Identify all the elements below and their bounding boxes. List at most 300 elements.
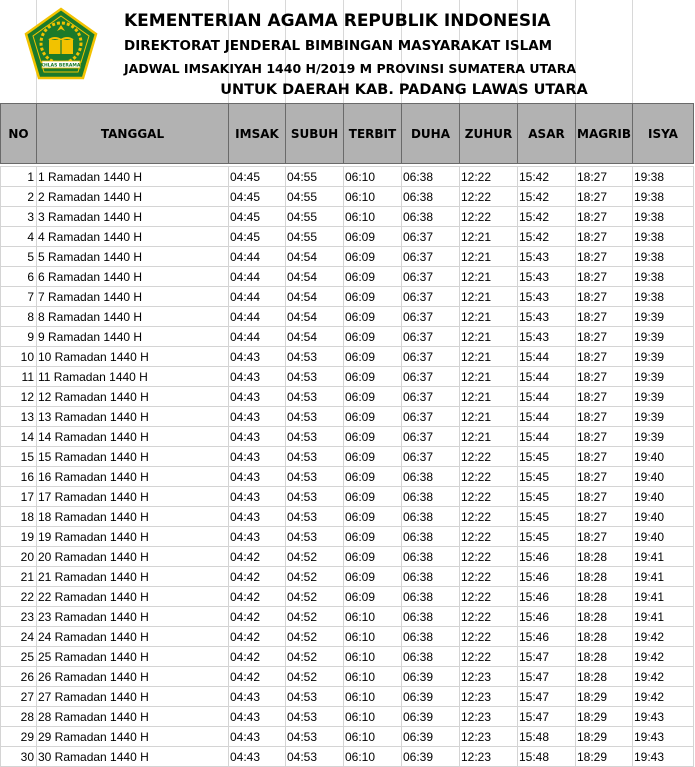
cell-no[interactable]: 13 — [1, 407, 37, 427]
cell-asar[interactable]: 15:44 — [518, 347, 576, 367]
cell-magrib[interactable]: 18:29 — [576, 727, 633, 747]
cell-isya[interactable]: 19:40 — [633, 487, 694, 507]
cell-isya[interactable]: 19:43 — [633, 747, 694, 767]
cell-no[interactable]: 29 — [1, 727, 37, 747]
cell-terbit[interactable]: 06:10 — [344, 627, 402, 647]
cell-subuh[interactable]: 04:52 — [286, 627, 344, 647]
cell-tanggal[interactable]: 27 Ramadan 1440 H — [37, 687, 229, 707]
cell-subuh[interactable]: 04:55 — [286, 227, 344, 247]
cell-no[interactable]: 20 — [1, 547, 37, 567]
cell-tanggal[interactable]: 26 Ramadan 1440 H — [37, 667, 229, 687]
cell-isya[interactable]: 19:41 — [633, 587, 694, 607]
cell-asar[interactable]: 15:48 — [518, 727, 576, 747]
cell-imsak[interactable]: 04:42 — [229, 567, 286, 587]
cell-asar[interactable]: 15:47 — [518, 707, 576, 727]
cell-zuhur[interactable]: 12:22 — [460, 627, 518, 647]
cell-subuh[interactable]: 04:54 — [286, 287, 344, 307]
cell-magrib[interactable]: 18:27 — [576, 207, 633, 227]
cell-tanggal[interactable]: 8 Ramadan 1440 H — [37, 307, 229, 327]
cell-subuh[interactable]: 04:53 — [286, 727, 344, 747]
cell-tanggal[interactable]: 24 Ramadan 1440 H — [37, 627, 229, 647]
cell-asar[interactable]: 15:43 — [518, 247, 576, 267]
cell-imsak[interactable]: 04:43 — [229, 387, 286, 407]
cell-zuhur[interactable]: 12:22 — [460, 487, 518, 507]
cell-asar[interactable]: 15:47 — [518, 667, 576, 687]
cell-no[interactable]: 1 — [1, 167, 37, 187]
cell-imsak[interactable]: 04:43 — [229, 527, 286, 547]
cell-terbit[interactable]: 06:10 — [344, 667, 402, 687]
cell-magrib[interactable]: 18:27 — [576, 447, 633, 467]
cell-subuh[interactable]: 04:52 — [286, 567, 344, 587]
cell-duha[interactable]: 06:37 — [402, 227, 460, 247]
cell-duha[interactable]: 06:39 — [402, 727, 460, 747]
cell-subuh[interactable]: 04:52 — [286, 607, 344, 627]
cell-no[interactable]: 5 — [1, 247, 37, 267]
cell-no[interactable]: 3 — [1, 207, 37, 227]
cell-zuhur[interactable]: 12:22 — [460, 567, 518, 587]
cell-imsak[interactable]: 04:43 — [229, 447, 286, 467]
cell-asar[interactable]: 15:43 — [518, 287, 576, 307]
cell-tanggal[interactable]: 12 Ramadan 1440 H — [37, 387, 229, 407]
cell-subuh[interactable]: 04:55 — [286, 187, 344, 207]
cell-subuh[interactable]: 04:53 — [286, 467, 344, 487]
cell-isya[interactable]: 19:38 — [633, 227, 694, 247]
cell-tanggal[interactable]: 2 Ramadan 1440 H — [37, 187, 229, 207]
cell-magrib[interactable]: 18:27 — [576, 327, 633, 347]
cell-subuh[interactable]: 04:53 — [286, 707, 344, 727]
cell-isya[interactable]: 19:38 — [633, 167, 694, 187]
cell-subuh[interactable]: 04:52 — [286, 647, 344, 667]
cell-isya[interactable]: 19:43 — [633, 727, 694, 747]
cell-imsak[interactable]: 04:43 — [229, 727, 286, 747]
col-header-tanggal[interactable]: TANGGAL — [37, 104, 229, 164]
cell-subuh[interactable]: 04:53 — [286, 387, 344, 407]
cell-isya[interactable]: 19:42 — [633, 667, 694, 687]
cell-subuh[interactable]: 04:54 — [286, 327, 344, 347]
cell-isya[interactable]: 19:38 — [633, 247, 694, 267]
cell-imsak[interactable]: 04:43 — [229, 427, 286, 447]
cell-subuh[interactable]: 04:52 — [286, 587, 344, 607]
cell-terbit[interactable]: 06:09 — [344, 347, 402, 367]
cell-zuhur[interactable]: 12:22 — [460, 547, 518, 567]
cell-isya[interactable]: 19:43 — [633, 707, 694, 727]
cell-no[interactable]: 19 — [1, 527, 37, 547]
cell-tanggal[interactable]: 11 Ramadan 1440 H — [37, 367, 229, 387]
cell-tanggal[interactable]: 28 Ramadan 1440 H — [37, 707, 229, 727]
cell-no[interactable]: 12 — [1, 387, 37, 407]
cell-duha[interactable]: 06:38 — [402, 647, 460, 667]
cell-asar[interactable]: 15:44 — [518, 427, 576, 447]
cell-tanggal[interactable]: 15 Ramadan 1440 H — [37, 447, 229, 467]
cell-subuh[interactable]: 04:55 — [286, 167, 344, 187]
cell-isya[interactable]: 19:40 — [633, 467, 694, 487]
cell-tanggal[interactable]: 19 Ramadan 1440 H — [37, 527, 229, 547]
cell-imsak[interactable]: 04:42 — [229, 627, 286, 647]
cell-imsak[interactable]: 04:45 — [229, 167, 286, 187]
cell-imsak[interactable]: 04:44 — [229, 287, 286, 307]
cell-tanggal[interactable]: 14 Ramadan 1440 H — [37, 427, 229, 447]
cell-terbit[interactable]: 06:09 — [344, 507, 402, 527]
cell-magrib[interactable]: 18:27 — [576, 187, 633, 207]
cell-zuhur[interactable]: 12:21 — [460, 227, 518, 247]
cell-imsak[interactable]: 04:43 — [229, 347, 286, 367]
cell-zuhur[interactable]: 12:22 — [460, 607, 518, 627]
cell-imsak[interactable]: 04:42 — [229, 607, 286, 627]
cell-terbit[interactable]: 06:09 — [344, 447, 402, 467]
cell-terbit[interactable]: 06:09 — [344, 487, 402, 507]
cell-subuh[interactable]: 04:53 — [286, 747, 344, 767]
cell-imsak[interactable]: 04:42 — [229, 647, 286, 667]
cell-asar[interactable]: 15:42 — [518, 167, 576, 187]
cell-no[interactable]: 24 — [1, 627, 37, 647]
cell-isya[interactable]: 19:38 — [633, 187, 694, 207]
cell-subuh[interactable]: 04:54 — [286, 307, 344, 327]
cell-isya[interactable]: 19:41 — [633, 567, 694, 587]
cell-duha[interactable]: 06:38 — [402, 587, 460, 607]
cell-tanggal[interactable]: 13 Ramadan 1440 H — [37, 407, 229, 427]
cell-terbit[interactable]: 06:09 — [344, 407, 402, 427]
cell-duha[interactable]: 06:37 — [402, 347, 460, 367]
cell-asar[interactable]: 15:46 — [518, 567, 576, 587]
cell-duha[interactable]: 06:38 — [402, 187, 460, 207]
cell-duha[interactable]: 06:38 — [402, 527, 460, 547]
cell-isya[interactable]: 19:39 — [633, 327, 694, 347]
cell-no[interactable]: 28 — [1, 707, 37, 727]
col-header-terbit[interactable]: TERBIT — [344, 104, 402, 164]
cell-magrib[interactable]: 18:29 — [576, 687, 633, 707]
cell-isya[interactable]: 19:42 — [633, 647, 694, 667]
cell-no[interactable]: 2 — [1, 187, 37, 207]
cell-zuhur[interactable]: 12:21 — [460, 387, 518, 407]
cell-tanggal[interactable]: 4 Ramadan 1440 H — [37, 227, 229, 247]
cell-no[interactable]: 18 — [1, 507, 37, 527]
cell-tanggal[interactable]: 1 Ramadan 1440 H — [37, 167, 229, 187]
cell-asar[interactable]: 15:42 — [518, 187, 576, 207]
cell-magrib[interactable]: 18:27 — [576, 247, 633, 267]
cell-tanggal[interactable]: 6 Ramadan 1440 H — [37, 267, 229, 287]
cell-asar[interactable]: 15:45 — [518, 447, 576, 467]
cell-magrib[interactable]: 18:28 — [576, 587, 633, 607]
cell-terbit[interactable]: 06:10 — [344, 167, 402, 187]
cell-imsak[interactable]: 04:43 — [229, 707, 286, 727]
cell-imsak[interactable]: 04:43 — [229, 367, 286, 387]
cell-no[interactable]: 26 — [1, 667, 37, 687]
cell-terbit[interactable]: 06:09 — [344, 387, 402, 407]
cell-terbit[interactable]: 06:10 — [344, 747, 402, 767]
cell-imsak[interactable]: 04:43 — [229, 467, 286, 487]
cell-imsak[interactable]: 04:43 — [229, 487, 286, 507]
cell-zuhur[interactable]: 12:21 — [460, 287, 518, 307]
cell-no[interactable]: 23 — [1, 607, 37, 627]
cell-subuh[interactable]: 04:53 — [286, 447, 344, 467]
cell-isya[interactable]: 19:39 — [633, 367, 694, 387]
cell-magrib[interactable]: 18:27 — [576, 367, 633, 387]
cell-magrib[interactable]: 18:27 — [576, 527, 633, 547]
cell-terbit[interactable]: 06:10 — [344, 707, 402, 727]
col-header-imsak[interactable]: IMSAK — [229, 104, 286, 164]
cell-terbit[interactable]: 06:09 — [344, 467, 402, 487]
cell-isya[interactable]: 19:41 — [633, 607, 694, 627]
cell-zuhur[interactable]: 12:21 — [460, 407, 518, 427]
cell-magrib[interactable]: 18:27 — [576, 467, 633, 487]
cell-magrib[interactable]: 18:27 — [576, 427, 633, 447]
cell-imsak[interactable]: 04:45 — [229, 227, 286, 247]
cell-duha[interactable]: 06:38 — [402, 467, 460, 487]
cell-isya[interactable]: 19:41 — [633, 547, 694, 567]
cell-no[interactable]: 30 — [1, 747, 37, 767]
cell-tanggal[interactable]: 22 Ramadan 1440 H — [37, 587, 229, 607]
cell-subuh[interactable]: 04:52 — [286, 547, 344, 567]
cell-asar[interactable]: 15:43 — [518, 327, 576, 347]
cell-no[interactable]: 6 — [1, 267, 37, 287]
cell-duha[interactable]: 06:37 — [402, 427, 460, 447]
cell-magrib[interactable]: 18:27 — [576, 287, 633, 307]
cell-duha[interactable]: 06:37 — [402, 247, 460, 267]
cell-imsak[interactable]: 04:42 — [229, 547, 286, 567]
cell-subuh[interactable]: 04:53 — [286, 407, 344, 427]
cell-duha[interactable]: 06:37 — [402, 267, 460, 287]
cell-imsak[interactable]: 04:45 — [229, 187, 286, 207]
cell-terbit[interactable]: 06:10 — [344, 607, 402, 627]
cell-duha[interactable]: 06:38 — [402, 627, 460, 647]
cell-tanggal[interactable]: 9 Ramadan 1440 H — [37, 327, 229, 347]
cell-magrib[interactable]: 18:28 — [576, 607, 633, 627]
cell-duha[interactable]: 06:37 — [402, 447, 460, 467]
cell-zuhur[interactable]: 12:23 — [460, 747, 518, 767]
cell-magrib[interactable]: 18:27 — [576, 267, 633, 287]
cell-subuh[interactable]: 04:53 — [286, 527, 344, 547]
cell-no[interactable]: 14 — [1, 427, 37, 447]
cell-terbit[interactable]: 06:10 — [344, 207, 402, 227]
cell-no[interactable]: 9 — [1, 327, 37, 347]
cell-zuhur[interactable]: 12:22 — [460, 167, 518, 187]
cell-asar[interactable]: 15:45 — [518, 487, 576, 507]
cell-magrib[interactable]: 18:27 — [576, 307, 633, 327]
cell-subuh[interactable]: 04:54 — [286, 267, 344, 287]
cell-imsak[interactable]: 04:42 — [229, 587, 286, 607]
cell-no[interactable]: 10 — [1, 347, 37, 367]
cell-zuhur[interactable]: 12:23 — [460, 667, 518, 687]
cell-asar[interactable]: 15:46 — [518, 587, 576, 607]
cell-asar[interactable]: 15:44 — [518, 407, 576, 427]
cell-tanggal[interactable]: 3 Ramadan 1440 H — [37, 207, 229, 227]
cell-zuhur[interactable]: 12:21 — [460, 367, 518, 387]
cell-isya[interactable]: 19:39 — [633, 407, 694, 427]
cell-no[interactable]: 7 — [1, 287, 37, 307]
cell-asar[interactable]: 15:43 — [518, 307, 576, 327]
cell-terbit[interactable]: 06:09 — [344, 587, 402, 607]
cell-terbit[interactable]: 06:09 — [344, 547, 402, 567]
cell-magrib[interactable]: 18:28 — [576, 647, 633, 667]
cell-zuhur[interactable]: 12:22 — [460, 587, 518, 607]
cell-terbit[interactable]: 06:09 — [344, 307, 402, 327]
cell-isya[interactable]: 19:40 — [633, 447, 694, 467]
cell-isya[interactable]: 19:39 — [633, 427, 694, 447]
cell-no[interactable]: 16 — [1, 467, 37, 487]
cell-subuh[interactable]: 04:53 — [286, 367, 344, 387]
cell-isya[interactable]: 19:42 — [633, 627, 694, 647]
cell-duha[interactable]: 06:37 — [402, 307, 460, 327]
cell-zuhur[interactable]: 12:22 — [460, 187, 518, 207]
cell-asar[interactable]: 15:46 — [518, 627, 576, 647]
cell-asar[interactable]: 15:47 — [518, 647, 576, 667]
cell-magrib[interactable]: 18:28 — [576, 627, 633, 647]
cell-isya[interactable]: 19:42 — [633, 687, 694, 707]
cell-asar[interactable]: 15:48 — [518, 747, 576, 767]
cell-imsak[interactable]: 04:45 — [229, 207, 286, 227]
cell-tanggal[interactable]: 5 Ramadan 1440 H — [37, 247, 229, 267]
col-header-asar[interactable]: ASAR — [518, 104, 576, 164]
cell-no[interactable]: 25 — [1, 647, 37, 667]
cell-asar[interactable]: 15:45 — [518, 527, 576, 547]
col-header-isya[interactable]: ISYA — [633, 104, 694, 164]
cell-zuhur[interactable]: 12:22 — [460, 467, 518, 487]
cell-asar[interactable]: 15:46 — [518, 547, 576, 567]
cell-isya[interactable]: 19:40 — [633, 507, 694, 527]
cell-zuhur[interactable]: 12:21 — [460, 247, 518, 267]
cell-subuh[interactable]: 04:52 — [286, 667, 344, 687]
cell-duha[interactable]: 06:38 — [402, 487, 460, 507]
cell-imsak[interactable]: 04:42 — [229, 667, 286, 687]
cell-subuh[interactable]: 04:55 — [286, 207, 344, 227]
cell-terbit[interactable]: 06:09 — [344, 327, 402, 347]
cell-subuh[interactable]: 04:54 — [286, 247, 344, 267]
col-header-zuhur[interactable]: ZUHUR — [460, 104, 518, 164]
col-header-subuh[interactable]: SUBUH — [286, 104, 344, 164]
cell-tanggal[interactable]: 25 Ramadan 1440 H — [37, 647, 229, 667]
cell-terbit[interactable]: 06:09 — [344, 567, 402, 587]
cell-no[interactable]: 17 — [1, 487, 37, 507]
cell-isya[interactable]: 19:40 — [633, 527, 694, 547]
cell-magrib[interactable]: 18:29 — [576, 707, 633, 727]
cell-magrib[interactable]: 18:27 — [576, 347, 633, 367]
cell-duha[interactable]: 06:37 — [402, 367, 460, 387]
cell-subuh[interactable]: 04:53 — [286, 427, 344, 447]
cell-duha[interactable]: 06:38 — [402, 567, 460, 587]
col-header-duha[interactable]: DUHA — [402, 104, 460, 164]
cell-zuhur[interactable]: 12:22 — [460, 527, 518, 547]
cell-zuhur[interactable]: 12:21 — [460, 347, 518, 367]
cell-magrib[interactable]: 18:27 — [576, 507, 633, 527]
cell-asar[interactable]: 15:44 — [518, 387, 576, 407]
cell-no[interactable]: 27 — [1, 687, 37, 707]
cell-duha[interactable]: 06:38 — [402, 207, 460, 227]
cell-magrib[interactable]: 18:27 — [576, 227, 633, 247]
cell-tanggal[interactable]: 16 Ramadan 1440 H — [37, 467, 229, 487]
cell-zuhur[interactable]: 12:21 — [460, 267, 518, 287]
cell-terbit[interactable]: 06:09 — [344, 527, 402, 547]
cell-no[interactable]: 8 — [1, 307, 37, 327]
cell-terbit[interactable]: 06:09 — [344, 427, 402, 447]
cell-tanggal[interactable]: 7 Ramadan 1440 H — [37, 287, 229, 307]
cell-duha[interactable]: 06:37 — [402, 327, 460, 347]
cell-tanggal[interactable]: 21 Ramadan 1440 H — [37, 567, 229, 587]
cell-duha[interactable]: 06:37 — [402, 407, 460, 427]
cell-no[interactable]: 22 — [1, 587, 37, 607]
cell-zuhur[interactable]: 12:21 — [460, 307, 518, 327]
cell-magrib[interactable]: 18:29 — [576, 747, 633, 767]
cell-zuhur[interactable]: 12:22 — [460, 507, 518, 527]
cell-duha[interactable]: 06:39 — [402, 747, 460, 767]
cell-isya[interactable]: 19:38 — [633, 267, 694, 287]
cell-tanggal[interactable]: 10 Ramadan 1440 H — [37, 347, 229, 367]
cell-imsak[interactable]: 04:43 — [229, 747, 286, 767]
cell-isya[interactable]: 19:39 — [633, 387, 694, 407]
cell-asar[interactable]: 15:45 — [518, 507, 576, 527]
cell-tanggal[interactable]: 30 Ramadan 1440 H — [37, 747, 229, 767]
cell-terbit[interactable]: 06:10 — [344, 687, 402, 707]
cell-zuhur[interactable]: 12:23 — [460, 707, 518, 727]
cell-duha[interactable]: 06:37 — [402, 287, 460, 307]
cell-terbit[interactable]: 06:09 — [344, 247, 402, 267]
cell-duha[interactable]: 06:38 — [402, 607, 460, 627]
cell-imsak[interactable]: 04:43 — [229, 687, 286, 707]
cell-subuh[interactable]: 04:53 — [286, 687, 344, 707]
cell-terbit[interactable]: 06:09 — [344, 367, 402, 387]
cell-duha[interactable]: 06:38 — [402, 507, 460, 527]
cell-terbit[interactable]: 06:09 — [344, 227, 402, 247]
cell-asar[interactable]: 15:46 — [518, 607, 576, 627]
cell-imsak[interactable]: 04:43 — [229, 407, 286, 427]
cell-asar[interactable]: 15:47 — [518, 687, 576, 707]
cell-terbit[interactable]: 06:10 — [344, 187, 402, 207]
cell-duha[interactable]: 06:37 — [402, 387, 460, 407]
cell-magrib[interactable]: 18:28 — [576, 567, 633, 587]
cell-subuh[interactable]: 04:53 — [286, 347, 344, 367]
cell-magrib[interactable]: 18:27 — [576, 167, 633, 187]
cell-imsak[interactable]: 04:44 — [229, 307, 286, 327]
cell-no[interactable]: 21 — [1, 567, 37, 587]
cell-duha[interactable]: 06:38 — [402, 167, 460, 187]
cell-imsak[interactable]: 04:44 — [229, 247, 286, 267]
cell-isya[interactable]: 19:39 — [633, 347, 694, 367]
cell-no[interactable]: 11 — [1, 367, 37, 387]
cell-asar[interactable]: 15:42 — [518, 207, 576, 227]
cell-asar[interactable]: 15:44 — [518, 367, 576, 387]
cell-tanggal[interactable]: 18 Ramadan 1440 H — [37, 507, 229, 527]
cell-imsak[interactable]: 04:44 — [229, 267, 286, 287]
cell-duha[interactable]: 06:39 — [402, 707, 460, 727]
cell-zuhur[interactable]: 12:23 — [460, 727, 518, 747]
cell-zuhur[interactable]: 12:23 — [460, 687, 518, 707]
cell-magrib[interactable]: 18:27 — [576, 407, 633, 427]
cell-no[interactable]: 15 — [1, 447, 37, 467]
cell-isya[interactable]: 19:39 — [633, 307, 694, 327]
cell-duha[interactable]: 06:38 — [402, 547, 460, 567]
cell-duha[interactable]: 06:39 — [402, 687, 460, 707]
cell-tanggal[interactable]: 17 Ramadan 1440 H — [37, 487, 229, 507]
cell-terbit[interactable]: 06:09 — [344, 267, 402, 287]
cell-subuh[interactable]: 04:53 — [286, 487, 344, 507]
cell-tanggal[interactable]: 29 Ramadan 1440 H — [37, 727, 229, 747]
cell-isya[interactable]: 19:38 — [633, 207, 694, 227]
cell-terbit[interactable]: 06:09 — [344, 287, 402, 307]
col-header-no[interactable]: NO — [1, 104, 37, 164]
cell-imsak[interactable]: 04:44 — [229, 327, 286, 347]
cell-zuhur[interactable]: 12:22 — [460, 647, 518, 667]
cell-asar[interactable]: 15:43 — [518, 267, 576, 287]
cell-magrib[interactable]: 18:27 — [576, 387, 633, 407]
cell-tanggal[interactable]: 23 Ramadan 1440 H — [37, 607, 229, 627]
col-header-magrib[interactable]: MAGRIB — [576, 104, 633, 164]
cell-magrib[interactable]: 18:28 — [576, 547, 633, 567]
cell-isya[interactable]: 19:38 — [633, 287, 694, 307]
cell-zuhur[interactable]: 12:22 — [460, 447, 518, 467]
cell-asar[interactable]: 15:42 — [518, 227, 576, 247]
cell-asar[interactable]: 15:45 — [518, 467, 576, 487]
cell-terbit[interactable]: 06:10 — [344, 647, 402, 667]
cell-subuh[interactable]: 04:53 — [286, 507, 344, 527]
